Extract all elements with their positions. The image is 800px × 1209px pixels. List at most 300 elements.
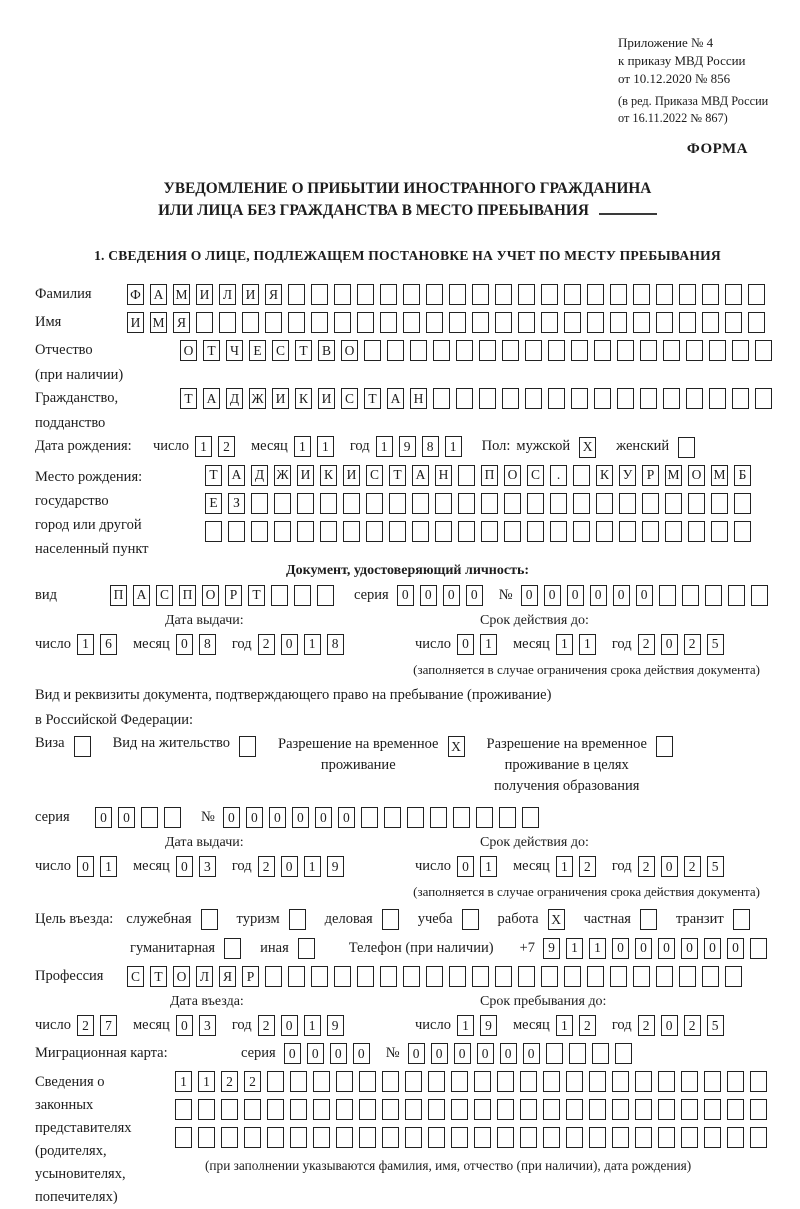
char-box[interactable] bbox=[566, 1099, 583, 1120]
char-box[interactable] bbox=[704, 1127, 721, 1148]
char-box[interactable]: 1 bbox=[556, 1015, 573, 1036]
char-box[interactable] bbox=[527, 521, 544, 542]
char-box[interactable] bbox=[449, 966, 466, 987]
char-box[interactable] bbox=[573, 521, 590, 542]
char-box[interactable] bbox=[294, 585, 311, 606]
char-box[interactable]: 1 bbox=[556, 634, 573, 655]
char-box[interactable] bbox=[711, 521, 728, 542]
char-box[interactable] bbox=[472, 284, 489, 305]
char-box[interactable]: М bbox=[711, 465, 728, 486]
char-box[interactable] bbox=[481, 493, 498, 514]
char-box[interactable] bbox=[663, 340, 680, 361]
char-box[interactable] bbox=[705, 585, 722, 606]
char-box[interactable]: 0 bbox=[454, 1043, 471, 1064]
char-box[interactable]: 0 bbox=[315, 807, 332, 828]
char-box[interactable]: 0 bbox=[176, 1015, 193, 1036]
char-box[interactable] bbox=[520, 1071, 537, 1092]
char-box[interactable] bbox=[564, 284, 581, 305]
char-box[interactable] bbox=[751, 585, 768, 606]
char-box[interactable] bbox=[656, 966, 673, 987]
char-box[interactable]: 0 bbox=[420, 585, 437, 606]
visa-checkbox[interactable] bbox=[74, 736, 91, 757]
char-box[interactable] bbox=[288, 284, 305, 305]
char-box[interactable] bbox=[458, 465, 475, 486]
residence-permit-checkbox[interactable] bbox=[239, 736, 262, 757]
char-box[interactable] bbox=[317, 585, 334, 606]
char-box[interactable]: О bbox=[341, 340, 358, 361]
char-box[interactable] bbox=[472, 966, 489, 987]
char-box[interactable] bbox=[732, 340, 749, 361]
char-box[interactable]: 5 bbox=[707, 856, 724, 877]
char-box[interactable] bbox=[725, 966, 742, 987]
char-box[interactable] bbox=[682, 585, 699, 606]
char-box[interactable]: 2 bbox=[579, 856, 596, 877]
char-box[interactable]: П bbox=[110, 585, 127, 606]
char-box[interactable] bbox=[472, 312, 489, 333]
char-box[interactable]: 0 bbox=[408, 1043, 425, 1064]
char-box[interactable]: С bbox=[156, 585, 173, 606]
char-box[interactable]: 2 bbox=[218, 436, 235, 457]
char-box[interactable]: 2 bbox=[244, 1071, 261, 1092]
char-box[interactable] bbox=[656, 312, 673, 333]
char-box[interactable] bbox=[407, 807, 424, 828]
char-box[interactable]: 0 bbox=[681, 938, 698, 959]
purpose-business-checkbox[interactable] bbox=[382, 909, 399, 930]
char-box[interactable] bbox=[499, 807, 516, 828]
temp-residence-checkbox[interactable] bbox=[448, 736, 471, 757]
char-box[interactable]: 0 bbox=[521, 585, 538, 606]
char-box[interactable]: А bbox=[133, 585, 150, 606]
char-box[interactable] bbox=[364, 340, 381, 361]
char-box[interactable] bbox=[242, 312, 259, 333]
char-box[interactable]: Д bbox=[251, 465, 268, 486]
char-box[interactable] bbox=[479, 388, 496, 409]
char-box[interactable] bbox=[750, 938, 767, 959]
char-box[interactable]: 1 bbox=[579, 634, 596, 655]
char-box[interactable]: 1 bbox=[556, 856, 573, 877]
char-box[interactable] bbox=[458, 493, 475, 514]
char-box[interactable]: 0 bbox=[176, 856, 193, 877]
char-box[interactable] bbox=[366, 521, 383, 542]
char-box[interactable] bbox=[474, 1071, 491, 1092]
char-box[interactable]: М bbox=[665, 465, 682, 486]
char-box[interactable]: 2 bbox=[638, 634, 655, 655]
char-box[interactable] bbox=[311, 312, 328, 333]
char-box[interactable]: И bbox=[318, 388, 335, 409]
char-box[interactable] bbox=[525, 340, 542, 361]
char-box[interactable] bbox=[520, 1127, 537, 1148]
char-box[interactable]: 2 bbox=[77, 1015, 94, 1036]
char-box[interactable]: 0 bbox=[523, 1043, 540, 1064]
char-box[interactable]: 0 bbox=[284, 1043, 301, 1064]
char-box[interactable]: 8 bbox=[327, 634, 344, 655]
char-box[interactable] bbox=[435, 521, 452, 542]
char-box[interactable] bbox=[640, 388, 657, 409]
char-box[interactable] bbox=[525, 388, 542, 409]
purpose-transit-checkbox[interactable] bbox=[733, 909, 756, 930]
char-box[interactable] bbox=[410, 340, 427, 361]
char-box[interactable]: Р bbox=[242, 966, 259, 987]
char-box[interactable]: 3 bbox=[199, 856, 216, 877]
char-box[interactable] bbox=[382, 1127, 399, 1148]
char-box[interactable]: 7 bbox=[100, 1015, 117, 1036]
char-box[interactable] bbox=[725, 312, 742, 333]
char-box[interactable]: С bbox=[527, 465, 544, 486]
char-box[interactable] bbox=[479, 340, 496, 361]
char-box[interactable] bbox=[665, 493, 682, 514]
char-box[interactable] bbox=[456, 340, 473, 361]
char-box[interactable]: 0 bbox=[307, 1043, 324, 1064]
char-box[interactable]: 0 bbox=[661, 1015, 678, 1036]
char-box[interactable]: Ж bbox=[249, 388, 266, 409]
char-box[interactable] bbox=[359, 1099, 376, 1120]
char-box[interactable]: 0 bbox=[612, 938, 629, 959]
char-box[interactable]: 0 bbox=[466, 585, 483, 606]
char-box[interactable]: 8 bbox=[199, 634, 216, 655]
char-box[interactable]: Р bbox=[225, 585, 242, 606]
char-box[interactable]: К bbox=[320, 465, 337, 486]
char-box[interactable]: 8 bbox=[422, 436, 439, 457]
char-box[interactable] bbox=[587, 284, 604, 305]
char-box[interactable] bbox=[619, 521, 636, 542]
char-box[interactable] bbox=[543, 1099, 560, 1120]
char-box[interactable] bbox=[550, 521, 567, 542]
char-box[interactable] bbox=[702, 312, 719, 333]
char-box[interactable]: 0 bbox=[281, 1015, 298, 1036]
char-box[interactable]: Т bbox=[295, 340, 312, 361]
char-box[interactable] bbox=[334, 312, 351, 333]
char-box[interactable]: 1 bbox=[589, 938, 606, 959]
char-box[interactable] bbox=[274, 521, 291, 542]
char-box[interactable] bbox=[251, 521, 268, 542]
char-box[interactable]: 2 bbox=[258, 1015, 275, 1036]
char-box[interactable] bbox=[334, 966, 351, 987]
char-box[interactable]: Т bbox=[389, 465, 406, 486]
char-box[interactable]: 1 bbox=[100, 856, 117, 877]
char-box[interactable]: 0 bbox=[246, 807, 263, 828]
char-box[interactable]: А bbox=[203, 388, 220, 409]
char-box[interactable]: 0 bbox=[118, 807, 135, 828]
char-box[interactable] bbox=[265, 312, 282, 333]
char-box[interactable] bbox=[205, 521, 222, 542]
char-box[interactable] bbox=[504, 521, 521, 542]
char-box[interactable] bbox=[297, 521, 314, 542]
char-box[interactable]: 0 bbox=[223, 807, 240, 828]
char-box[interactable]: 0 bbox=[330, 1043, 347, 1064]
char-box[interactable]: С bbox=[127, 966, 144, 987]
char-box[interactable]: Ж bbox=[274, 465, 291, 486]
char-box[interactable]: 0 bbox=[443, 585, 460, 606]
char-box[interactable]: 0 bbox=[635, 938, 652, 959]
char-box[interactable]: 6 bbox=[100, 634, 117, 655]
char-box[interactable] bbox=[502, 388, 519, 409]
char-box[interactable]: О bbox=[504, 465, 521, 486]
purpose-other-checkbox[interactable] bbox=[298, 938, 321, 959]
char-box[interactable]: 0 bbox=[95, 807, 112, 828]
char-box[interactable] bbox=[633, 966, 650, 987]
char-box[interactable] bbox=[336, 1127, 353, 1148]
char-box[interactable] bbox=[382, 1071, 399, 1092]
char-box[interactable] bbox=[198, 1127, 215, 1148]
char-box[interactable] bbox=[449, 312, 466, 333]
char-box[interactable] bbox=[426, 312, 443, 333]
purpose-other-checkbox[interactable] bbox=[298, 938, 315, 959]
char-box[interactable] bbox=[686, 388, 703, 409]
char-box[interactable] bbox=[656, 284, 673, 305]
char-box[interactable]: 0 bbox=[397, 585, 414, 606]
char-box[interactable] bbox=[587, 966, 604, 987]
char-box[interactable] bbox=[564, 966, 581, 987]
char-box[interactable] bbox=[633, 284, 650, 305]
char-box[interactable]: 1 bbox=[480, 634, 497, 655]
char-box[interactable] bbox=[271, 585, 288, 606]
purpose-official-checkbox[interactable] bbox=[201, 909, 224, 930]
char-box[interactable] bbox=[320, 521, 337, 542]
char-box[interactable]: С bbox=[366, 465, 383, 486]
char-box[interactable]: И bbox=[127, 312, 144, 333]
char-box[interactable]: Н bbox=[410, 388, 427, 409]
char-box[interactable]: 0 bbox=[544, 585, 561, 606]
purpose-official-checkbox[interactable] bbox=[201, 909, 218, 930]
char-box[interactable] bbox=[412, 493, 429, 514]
char-box[interactable]: 2 bbox=[258, 856, 275, 877]
char-box[interactable] bbox=[663, 388, 680, 409]
char-box[interactable]: Я bbox=[173, 312, 190, 333]
char-box[interactable] bbox=[267, 1127, 284, 1148]
char-box[interactable] bbox=[164, 807, 181, 828]
visa-checkbox[interactable] bbox=[74, 736, 97, 757]
char-box[interactable]: Т bbox=[203, 340, 220, 361]
char-box[interactable]: П bbox=[481, 465, 498, 486]
char-box[interactable] bbox=[709, 340, 726, 361]
char-box[interactable]: Е bbox=[249, 340, 266, 361]
char-box[interactable] bbox=[497, 1071, 514, 1092]
char-box[interactable] bbox=[382, 1099, 399, 1120]
char-box[interactable]: 9 bbox=[327, 1015, 344, 1036]
char-box[interactable] bbox=[548, 388, 565, 409]
char-box[interactable]: О bbox=[180, 340, 197, 361]
char-box[interactable]: П bbox=[179, 585, 196, 606]
char-box[interactable] bbox=[594, 388, 611, 409]
char-box[interactable] bbox=[403, 284, 420, 305]
char-box[interactable]: 1 bbox=[480, 856, 497, 877]
char-box[interactable]: А bbox=[412, 465, 429, 486]
char-box[interactable] bbox=[433, 340, 450, 361]
char-box[interactable]: Я bbox=[219, 966, 236, 987]
char-box[interactable]: 0 bbox=[477, 1043, 494, 1064]
char-box[interactable]: 0 bbox=[661, 634, 678, 655]
char-box[interactable] bbox=[221, 1099, 238, 1120]
char-box[interactable] bbox=[359, 1127, 376, 1148]
char-box[interactable] bbox=[734, 493, 751, 514]
char-box[interactable]: К bbox=[596, 465, 613, 486]
char-box[interactable]: У bbox=[619, 465, 636, 486]
char-box[interactable] bbox=[426, 966, 443, 987]
char-box[interactable] bbox=[732, 388, 749, 409]
female-sex-checkbox[interactable] bbox=[678, 437, 695, 458]
char-box[interactable] bbox=[704, 1071, 721, 1092]
char-box[interactable] bbox=[175, 1099, 192, 1120]
char-box[interactable] bbox=[389, 493, 406, 514]
purpose-tourism-checkbox[interactable] bbox=[289, 909, 312, 930]
char-box[interactable] bbox=[175, 1127, 192, 1148]
char-box[interactable] bbox=[449, 284, 466, 305]
char-box[interactable]: А bbox=[228, 465, 245, 486]
char-box[interactable]: 1 bbox=[294, 436, 311, 457]
char-box[interactable] bbox=[541, 966, 558, 987]
char-box[interactable]: 2 bbox=[684, 634, 701, 655]
female-sex-checkbox[interactable] bbox=[678, 437, 701, 458]
char-box[interactable] bbox=[290, 1099, 307, 1120]
char-box[interactable] bbox=[702, 284, 719, 305]
char-box[interactable]: Е bbox=[205, 493, 222, 514]
char-box[interactable] bbox=[681, 1071, 698, 1092]
purpose-humanitarian-checkbox[interactable] bbox=[224, 938, 247, 959]
char-box[interactable]: Я bbox=[265, 284, 282, 305]
char-box[interactable]: Т bbox=[205, 465, 222, 486]
char-box[interactable]: 0 bbox=[567, 585, 584, 606]
char-box[interactable] bbox=[453, 807, 470, 828]
char-box[interactable]: 0 bbox=[353, 1043, 370, 1064]
char-box[interactable] bbox=[267, 1071, 284, 1092]
char-box[interactable]: 1 bbox=[376, 436, 393, 457]
char-box[interactable] bbox=[527, 493, 544, 514]
char-box[interactable] bbox=[456, 388, 473, 409]
char-box[interactable] bbox=[589, 1071, 606, 1092]
char-box[interactable] bbox=[612, 1099, 629, 1120]
char-box[interactable] bbox=[566, 1127, 583, 1148]
char-box[interactable] bbox=[610, 284, 627, 305]
purpose-work-checkbox[interactable] bbox=[548, 909, 571, 930]
char-box[interactable] bbox=[640, 340, 657, 361]
char-box[interactable] bbox=[435, 493, 452, 514]
char-box[interactable]: 5 bbox=[707, 1015, 724, 1036]
char-box[interactable]: З bbox=[228, 493, 245, 514]
char-box[interactable] bbox=[550, 493, 567, 514]
char-box[interactable] bbox=[518, 966, 535, 987]
char-box[interactable] bbox=[642, 521, 659, 542]
char-box[interactable] bbox=[704, 1099, 721, 1120]
char-box[interactable] bbox=[474, 1127, 491, 1148]
char-box[interactable] bbox=[313, 1127, 330, 1148]
char-box[interactable]: С bbox=[341, 388, 358, 409]
char-box[interactable]: 0 bbox=[704, 938, 721, 959]
char-box[interactable] bbox=[612, 1071, 629, 1092]
char-box[interactable] bbox=[546, 1043, 563, 1064]
char-box[interactable]: 0 bbox=[281, 634, 298, 655]
char-box[interactable] bbox=[403, 312, 420, 333]
char-box[interactable]: 0 bbox=[457, 856, 474, 877]
char-box[interactable]: 1 bbox=[304, 634, 321, 655]
char-box[interactable] bbox=[727, 1099, 744, 1120]
char-box[interactable] bbox=[384, 807, 401, 828]
char-box[interactable] bbox=[635, 1071, 652, 1092]
char-box[interactable] bbox=[635, 1099, 652, 1120]
char-box[interactable] bbox=[679, 312, 696, 333]
char-box[interactable] bbox=[336, 1071, 353, 1092]
char-box[interactable]: 2 bbox=[221, 1071, 238, 1092]
char-box[interactable] bbox=[451, 1127, 468, 1148]
char-box[interactable] bbox=[357, 966, 374, 987]
char-box[interactable] bbox=[265, 966, 282, 987]
char-box[interactable] bbox=[336, 1099, 353, 1120]
char-box[interactable] bbox=[573, 465, 590, 486]
char-box[interactable]: 0 bbox=[292, 807, 309, 828]
char-box[interactable] bbox=[686, 340, 703, 361]
char-box[interactable]: 0 bbox=[500, 1043, 517, 1064]
char-box[interactable] bbox=[728, 585, 745, 606]
char-box[interactable] bbox=[541, 312, 558, 333]
char-box[interactable]: 0 bbox=[281, 856, 298, 877]
purpose-private-checkbox[interactable] bbox=[640, 909, 663, 930]
char-box[interactable] bbox=[610, 966, 627, 987]
char-box[interactable]: 2 bbox=[684, 1015, 701, 1036]
purpose-transit-checkbox[interactable] bbox=[733, 909, 750, 930]
char-box[interactable]: Н bbox=[435, 465, 452, 486]
char-box[interactable]: 1 bbox=[304, 856, 321, 877]
char-box[interactable] bbox=[311, 284, 328, 305]
char-box[interactable]: 5 bbox=[707, 634, 724, 655]
char-box[interactable] bbox=[244, 1099, 261, 1120]
char-box[interactable] bbox=[518, 312, 535, 333]
char-box[interactable]: 0 bbox=[636, 585, 653, 606]
char-box[interactable] bbox=[387, 340, 404, 361]
char-box[interactable]: 0 bbox=[727, 938, 744, 959]
char-box[interactable]: М bbox=[150, 312, 167, 333]
char-box[interactable] bbox=[755, 340, 772, 361]
char-box[interactable]: 0 bbox=[661, 856, 678, 877]
char-box[interactable] bbox=[520, 1099, 537, 1120]
char-box[interactable]: С bbox=[272, 340, 289, 361]
char-box[interactable]: 0 bbox=[77, 856, 94, 877]
char-box[interactable] bbox=[642, 493, 659, 514]
char-box[interactable] bbox=[564, 312, 581, 333]
char-box[interactable] bbox=[573, 493, 590, 514]
char-box[interactable]: 2 bbox=[684, 856, 701, 877]
char-box[interactable] bbox=[343, 493, 360, 514]
char-box[interactable]: И bbox=[297, 465, 314, 486]
char-box[interactable] bbox=[451, 1071, 468, 1092]
char-box[interactable] bbox=[748, 284, 765, 305]
char-box[interactable] bbox=[290, 1127, 307, 1148]
char-box[interactable] bbox=[504, 493, 521, 514]
char-box[interactable]: . bbox=[550, 465, 567, 486]
purpose-study-checkbox[interactable] bbox=[462, 909, 479, 930]
char-box[interactable] bbox=[219, 312, 236, 333]
char-box[interactable]: 0 bbox=[590, 585, 607, 606]
char-box[interactable]: А bbox=[387, 388, 404, 409]
purpose-work-checkbox[interactable]: X bbox=[548, 909, 565, 930]
char-box[interactable]: 0 bbox=[269, 807, 286, 828]
char-box[interactable] bbox=[313, 1071, 330, 1092]
char-box[interactable] bbox=[541, 284, 558, 305]
char-box[interactable]: 0 bbox=[431, 1043, 448, 1064]
residence-permit-checkbox[interactable] bbox=[239, 736, 256, 757]
char-box[interactable]: И bbox=[196, 284, 213, 305]
char-box[interactable]: 9 bbox=[543, 938, 560, 959]
char-box[interactable]: Ф bbox=[127, 284, 144, 305]
char-box[interactable] bbox=[502, 340, 519, 361]
char-box[interactable] bbox=[366, 493, 383, 514]
char-box[interactable]: Л bbox=[196, 966, 213, 987]
char-box[interactable]: И bbox=[343, 465, 360, 486]
char-box[interactable] bbox=[495, 966, 512, 987]
char-box[interactable]: 2 bbox=[258, 634, 275, 655]
char-box[interactable] bbox=[433, 388, 450, 409]
char-box[interactable]: О bbox=[688, 465, 705, 486]
char-box[interactable] bbox=[665, 521, 682, 542]
char-box[interactable] bbox=[359, 1071, 376, 1092]
